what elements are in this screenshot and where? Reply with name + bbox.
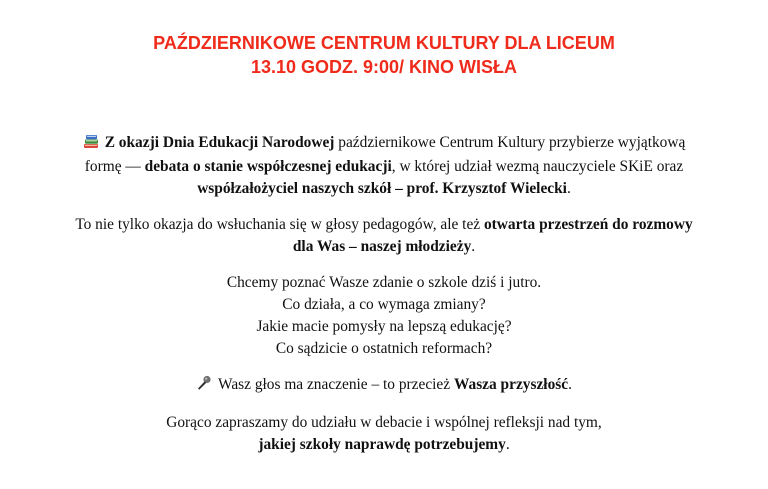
paragraph-questions — [30, 272, 738, 360]
books-icon — [83, 133, 99, 156]
event-title: PAŹDZIERNIKOWE CENTRUM KULTURY DLA LICEUM — [153, 33, 615, 53]
intro-text-3: , w której udział wezmą nauczyciele SKiE oraz — [391, 158, 684, 175]
intro-line-2 — [30, 156, 738, 178]
intro-line-1 — [30, 132, 738, 156]
voice-text-2: . — [568, 376, 572, 393]
space-bold-1: otwarta przestrzeń do rozmowy — [483, 216, 693, 233]
space-text-2: . — [471, 238, 476, 255]
intro-bold-2: debata o stanie współczesnej edukacji — [144, 158, 392, 175]
intro-bold-3: współzałożyciel naszych szkół – prof. Krzysztof Wielecki — [197, 180, 567, 197]
paragraph-invitation — [30, 412, 738, 456]
invitation-line-1: Gorąco zapraszamy do udziału w debacie i wspólnej refleksji nad tym, — [166, 414, 602, 431]
voice-bold-1: Wasza przyszłość — [453, 376, 569, 393]
event-description — [30, 132, 738, 470]
intro-text-2: formę — — [84, 158, 145, 175]
question-line: Co działa, a co wymaga zmiany? — [282, 296, 486, 313]
space-text-1: To nie tylko okazja do wsłuchania się w głosy pedagogów, ale też — [75, 216, 484, 233]
intro-line-3 — [30, 178, 738, 200]
space-line-1 — [30, 214, 738, 236]
invitation-bold-1: jakiej szkoły naprawdę potrzebujemy — [258, 436, 506, 453]
event-date-location: 13.10 GODZ. 9:00/ KINO WISŁA — [250, 57, 518, 77]
intro-bold-1: Z okazji Dnia Edukacji Narodowej — [104, 134, 335, 151]
question-line: Jakie macie pomysły na lepszą edukację? — [256, 318, 512, 335]
paragraph-intro — [30, 132, 738, 200]
voice-line — [30, 374, 738, 398]
invitation-line-2 — [30, 434, 738, 456]
space-bold-2: dla Was – naszej młodzieży — [292, 238, 472, 255]
intro-text-4: . — [566, 180, 571, 197]
question-line: Co sądzicie o ostatnich reformach? — [275, 340, 493, 357]
question-line: Chcemy poznać Wasze zdanie o szkole dziś i jutro. — [226, 274, 542, 291]
space-line-2 — [30, 236, 738, 258]
invitation-text-2: . — [505, 436, 510, 453]
paragraph-voice — [30, 374, 738, 398]
paragraph-space — [30, 214, 738, 258]
event-header — [0, 31, 768, 79]
voice-text-1: Wasz głos ma znaczenie – to przecież — [218, 376, 454, 393]
microphone-icon — [196, 375, 212, 398]
intro-text-1: październikowe Centrum Kultury przybierze wyjątkową — [334, 134, 686, 151]
